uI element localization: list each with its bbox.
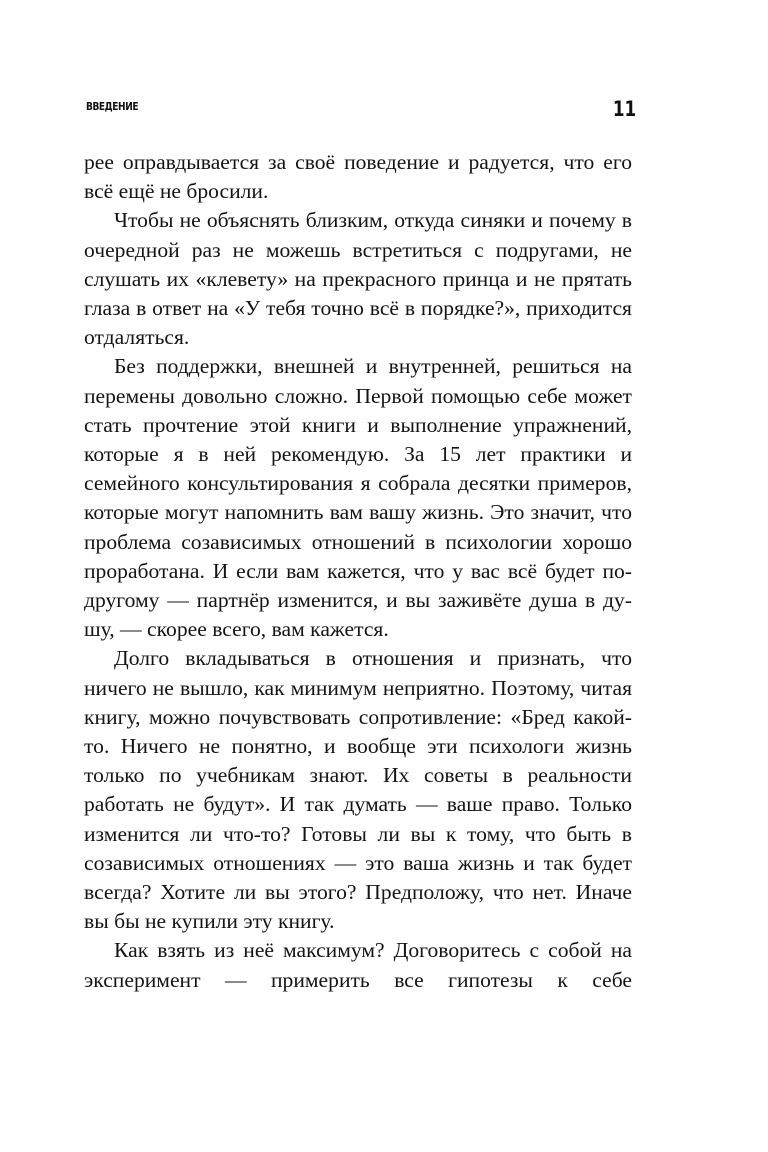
paragraph: Чтобы не объяснять близким, откуда синяки и почему в очередной раз не можешь встретиться с подругами, не слушать их «клевету» на прекрасного принца и не прятать глаза в ответ на «У тебя точно всё в порядке?», приходится отдаляться. <box>84 208 632 350</box>
paragraph: Без поддержки, внешней и внутренней, решиться на перемены довольно сложно. Первой помощью себе может стать прочтение этой книги и выполнение упражнений, которые я в ней рекомендую. За 15 лет практики и семейного консультирования я собрала десятки примеров, которые могут напомнить вам вашу жизнь. Это значит, что проблема созависимых отношений в психологии хорошо проработана. И если вам кажется, что у вас всё будет по-другому — партнёр изменится, и вы заживёте душа в душу, — скорее всего, вам кажется. <box>84 354 632 642</box>
paragraph: Долго вкладываться в отношения и признать, что ничего не вышло, как минимум неприятно. Поэтому, читая книгу, можно почувствовать сопротивление: «Бред какой-то. Ничего не понятно, и вообще эти психологи жизнь только по учебникам знают. Их советы в реальности работать не будут». И так думать — ваше право. Только изменится ли что-то? Готовы ли вы к тому, что быть в созависимых отношениях — это ваша жизнь и так будет всегда? Хотите ли вы этого? Предположу, что нет. Иначе вы бы не купили эту книгу. <box>84 646 632 934</box>
paragraph: Как взять из неё максимум? Договоритесь с собой на эксперимент — примерить все гипотезы к себе <box>84 938 632 992</box>
body-text <box>84 148 632 995</box>
page-number: 11 <box>612 97 636 121</box>
paragraph: рее оправдывается за своё поведение и радуется, что его всё ещё не бросили. <box>84 150 632 204</box>
running-header-title: ВВЕДЕНИЕ <box>86 100 139 113</box>
